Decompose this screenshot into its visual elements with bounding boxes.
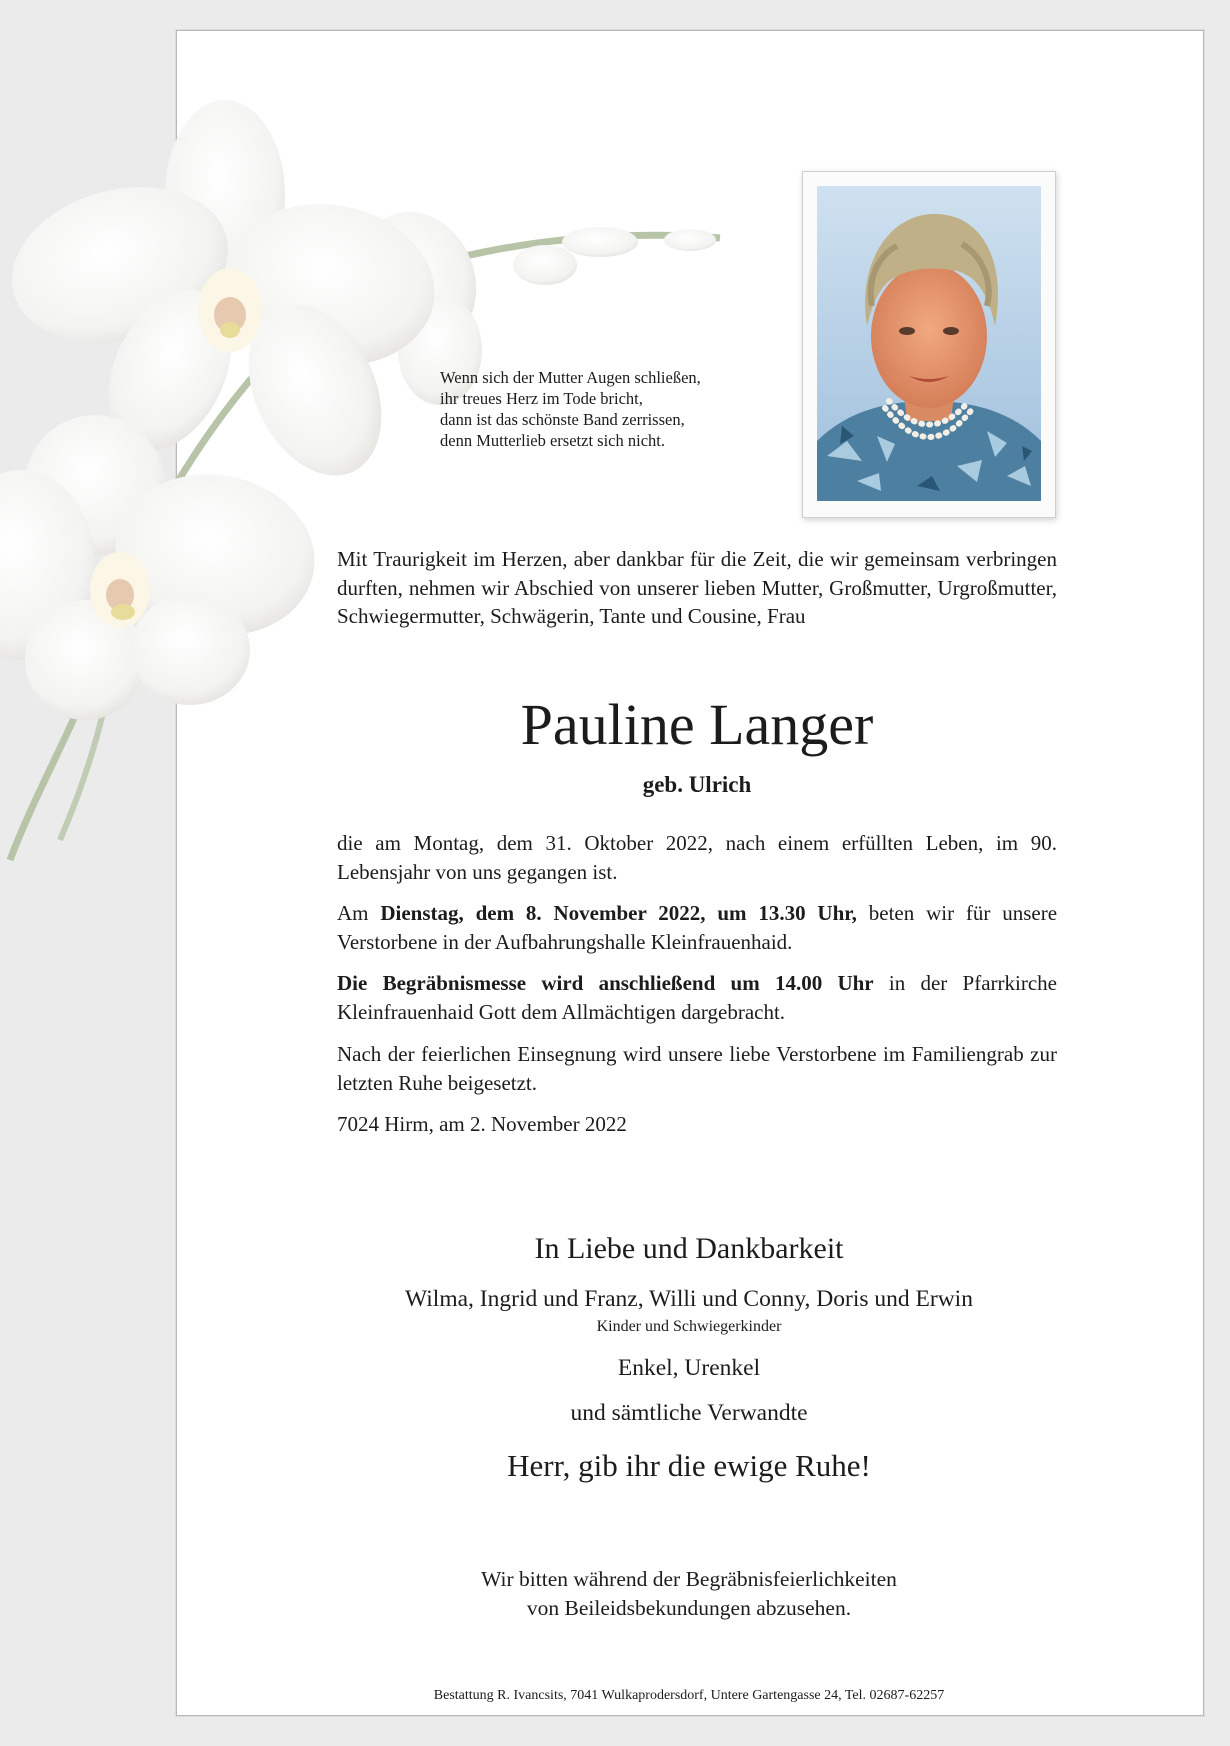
prayer-service-paragraph <box>337 899 1057 956</box>
closing-prayer: Herr, gib ihr die ewige Ruhe! <box>507 1448 871 1483</box>
children-role: Kinder und Schwiegerkinder <box>596 1318 782 1335</box>
poem-line: ihr treues Herz im Tode bricht, <box>440 389 643 408</box>
poem-line: dann ist das schönste Band zerrissen, <box>440 410 685 429</box>
place-date: 7024 Hirm, am 2. November 2022 <box>337 1112 627 1136</box>
prayer-service-date: Dienstag, dem 8. November 2022, um 13.30 Uhr, <box>380 901 857 925</box>
intro-paragraph: Mit Traurigkeit im Herzen, aber dankbar für die Zeit, die wir gemeinsam verbringen durften, nehmen wir Abschied von unserer lieben Mutter, Großmutter, Urgroßmutter, Schwiegermutter, Schwägerin, Tante und Cousine, Frau <box>337 547 1057 628</box>
grandchildren: Enkel, Urenkel <box>617 1355 761 1381</box>
prayer-service-prefix: Am <box>337 901 369 925</box>
funeral-mass-text: in der Pfarrkirche Kleinfrauenhaid Gott dem Allmächtigen dargebracht. <box>337 971 1057 1024</box>
mourners-heading: In Liebe und Dankbarkeit <box>534 1232 844 1265</box>
undertaker-footer: Bestattung R. Ivancsits, 7041 Wulkaprodersdorf, Untere Gartengasse 24, Tel. 02687-62257 <box>433 1688 945 1703</box>
deceased-name: Pauline Langer <box>520 692 874 757</box>
portrait-photo <box>817 186 1041 501</box>
prayer-service-text: beten wir für unsere Verstorbene in der Aufbahrungshalle Kleinfrauenhaid. <box>337 901 1058 954</box>
children-names: Wilma, Ingrid und Franz, Willi und Conny, Doris und Erwin <box>405 1286 973 1312</box>
portrait-frame <box>802 171 1056 518</box>
poem-line: Wenn sich der Mutter Augen schließen, <box>440 368 701 387</box>
funeral-mass-paragraph <box>337 969 1057 1026</box>
relatives: und sämtliche Verwandte <box>570 1400 808 1426</box>
condolence-request-line: Wir bitten während der Begräbnisfeierlichkeiten <box>481 1567 897 1591</box>
poem-line: denn Mutterlieb ersetzt sich nicht. <box>440 431 665 450</box>
memorial-poem <box>440 367 800 451</box>
death-notice-paragraph: die am Montag, dem 31. Oktober 2022, nach einem erfüllten Leben, im 90. Lebensjahr von uns gegangen ist. <box>337 831 1057 884</box>
maiden-name: geb. Ulrich <box>642 772 752 797</box>
condolence-request-line: von Beileidsbekundungen abzusehen. <box>526 1596 852 1620</box>
burial-paragraph: Nach der feierlichen Einsegnung wird unsere liebe Verstorbene im Familiengrab zur letzten Ruhe beigesetzt. <box>337 1042 1057 1095</box>
funeral-mass-time: Die Begräbnismesse wird anschließend um 14.00 Uhr <box>337 971 874 995</box>
